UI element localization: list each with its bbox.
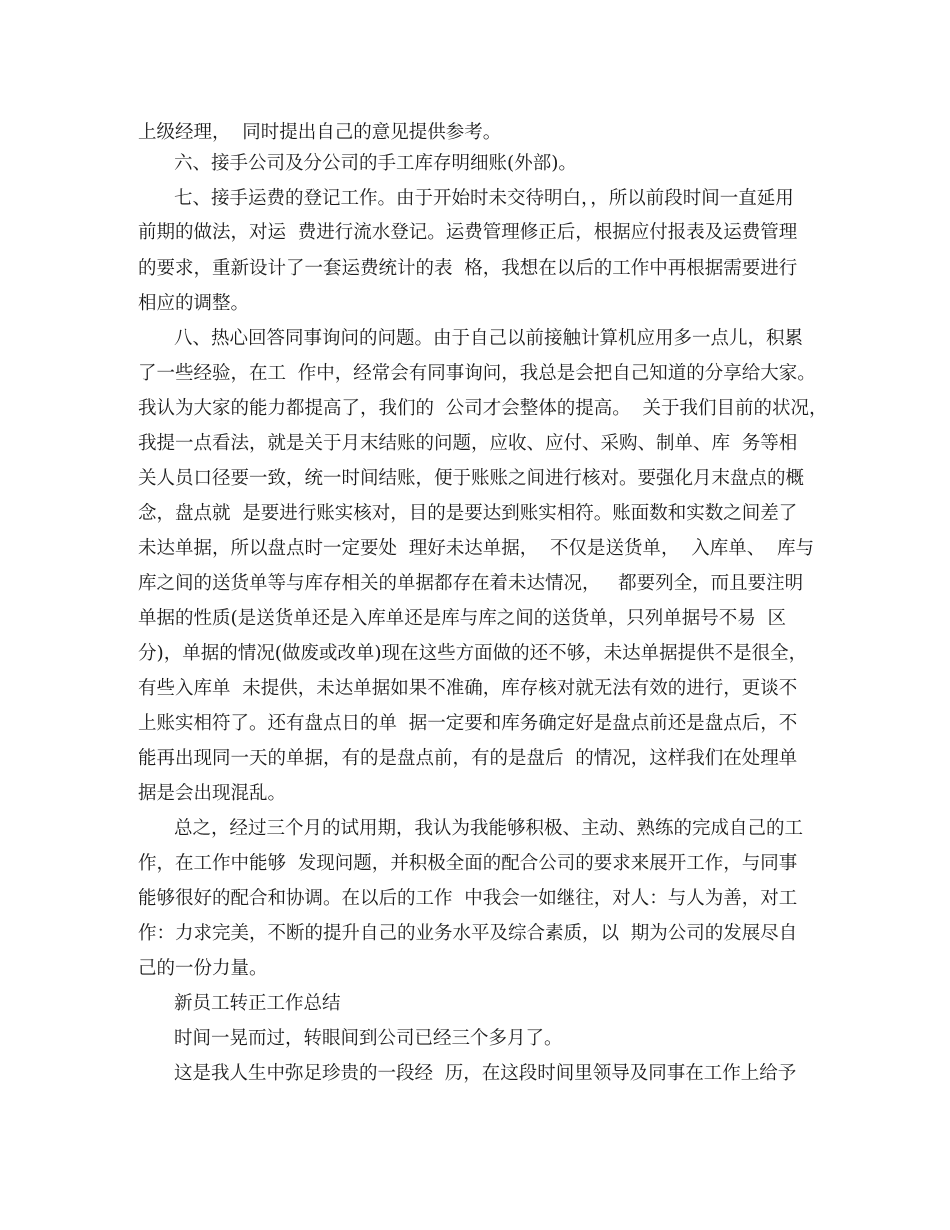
text-line: 未达单据，所以盘点时一定要处 理好未达单据， 不仅是送货单， 入库单、 库与: [138, 538, 815, 559]
text-line: 能够很好的配合和协调。在以后的工作 中我会一如继往，对人：与人为善，对工: [138, 888, 798, 909]
text-line: 据是会出现混乱。: [138, 783, 287, 804]
text-line: 己的一份力量。: [138, 958, 268, 979]
text-line: 前期的做法，对运 费进行流水登记。运费管理修正后，根据应付报表及运费管理: [138, 222, 798, 243]
text-line: 分)，单据的情况(做废或改单)现在这些方面做的还不够，未达单据提供不是很全，: [138, 643, 808, 664]
text-line: 能再出现同一天的单据，有的是盘点前，有的是盘后 的情况，这样我们在处理单: [138, 748, 798, 769]
text-line: 作：力求完美，不断的提升自己的业务水平及综合素质，以 期为公司的发展尽自: [138, 923, 798, 944]
text-line: 我认为大家的能力都提高了，我们的 公司才会整体的提高。 关于我们目前的状况，: [138, 398, 828, 419]
text-line: 时间一晃而过，转眼间到公司已经三个多月了。: [174, 1028, 563, 1049]
text-line: 上级经理， 同时提出自己的意见提供参考。: [138, 122, 502, 143]
text-line: 六、接手公司及分公司的手工库存明细账(外部)。: [174, 153, 577, 174]
text-line: 作，在工作中能够 发现问题，并积极全面的配合公司的要求来展开工作，与同事: [138, 853, 798, 874]
text-line: 上账实相符了。还有盘点日的单 据一定要和库务确定好是盘点前还是盘点后，不: [138, 713, 798, 734]
text-line: 单据的性质(是送货单还是入库单还是库与库之间的送货单，只列单据号不易 区: [138, 608, 786, 629]
text-line: 库之间的送货单等与库存相关的单据都存在着未达情况， 都要列全，而且要注明: [138, 573, 804, 594]
text-line: 有些入库单 未提供，未达单据如果不准确，库存核对就无法有效的进行，更谈不: [138, 678, 798, 699]
text-line: 这是我人生中弥足珍贵的一段经 历，在这段时间里领导及同事在工作上给予: [174, 1063, 797, 1084]
text-line: 相应的调整。: [138, 293, 250, 314]
text-line: 关人员口径要一致，统一时间结账，便于账账之间进行核对。要强化月末盘点的概: [138, 468, 805, 489]
text-line: 八、热心回答同事询问的问题。由于自己以前接触计算机应用多一点儿，积累: [174, 328, 804, 349]
text-line: 的要求，重新设计了一套运费统计的表 格，我想在以后的工作中再根据需要进行: [138, 258, 798, 279]
text-line: 我提一点看法，就是关于月末结账的问题，应收、应付、采购、制单、库 务等相: [138, 433, 798, 454]
text-line: 总之，经过三个月的试用期，我认为我能够积极、主动、熟练的完成自己的工: [174, 818, 804, 839]
text-line: 念，盘点就 是要进行账实核对，目的是要达到账实相符。账面数和实数之间差了: [138, 503, 798, 524]
section-heading: 新员工转正工作总结: [174, 993, 341, 1014]
text-line: 七、接手运费的登记工作。由于开始时未交待明白，，所以前段时间一直延用: [174, 188, 794, 209]
text-line: 了一些经验，在工 作中，经常会有同事询问，我总是会把自己知道的分享给大家。: [138, 363, 816, 384]
